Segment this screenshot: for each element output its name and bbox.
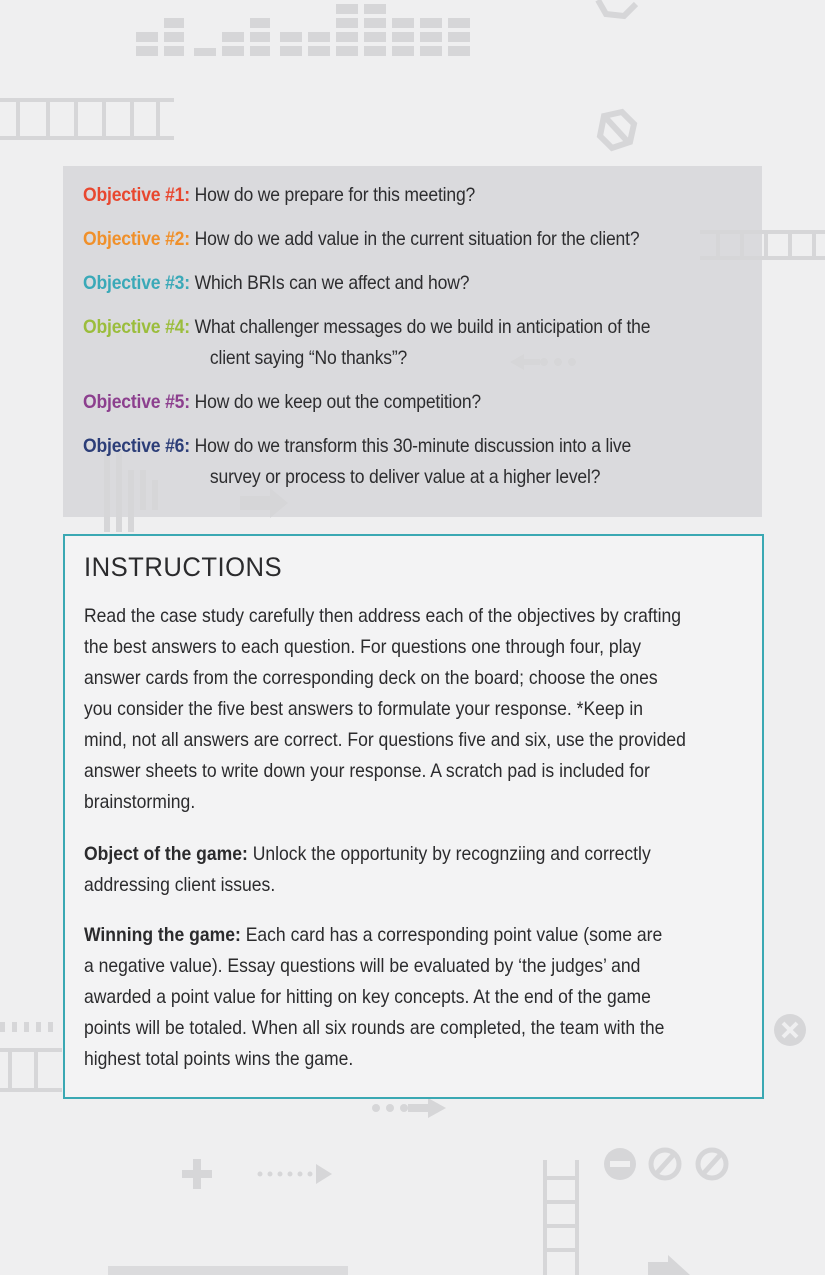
objective-4 xyxy=(83,312,682,374)
objective-1 xyxy=(83,180,682,211)
winning-line: points will be totaled. When all six rounds are completed, the team with the xyxy=(84,1017,665,1039)
body-line: answer cards from the corresponding deck on the board; choose the ones xyxy=(84,667,658,689)
objective-label: Objective #6: xyxy=(83,435,190,457)
body-line: the best answers to each question. For questions one through four, play xyxy=(84,636,642,658)
objective-question: How do we prepare for this meeting? xyxy=(194,184,476,206)
body-line: brainstorming. xyxy=(84,791,196,813)
objective-label: Objective #4: xyxy=(83,316,190,338)
object-line: Unlock the opportunity by recognziing and correctly xyxy=(252,843,651,865)
body-line: Read the case study carefully then address each of the objectives by crafting xyxy=(84,605,682,627)
body-line: mind, not all answers are correct. For questions five and six, use the provided xyxy=(84,729,686,751)
objective-label: Objective #2: xyxy=(83,228,190,250)
winning-the-game xyxy=(84,920,750,1075)
winning-line: a negative value). Essay questions will be evaluated by ‘the judges’ and xyxy=(84,955,641,977)
object-of-game xyxy=(84,839,750,901)
objective-6 xyxy=(83,431,682,493)
instructions-body xyxy=(84,601,750,818)
objective-label: Objective #5: xyxy=(83,391,190,413)
objective-5 xyxy=(83,387,682,418)
objectives-panel xyxy=(63,166,762,517)
winning-label: Winning the game: xyxy=(84,924,241,946)
objective-2 xyxy=(83,224,682,255)
instructions-panel xyxy=(63,534,764,1099)
objective-question: What challenger messages do we build in anticipation of the xyxy=(194,316,651,338)
object-label: Object of the game: xyxy=(84,843,248,865)
winning-line: Each card has a corresponding point value (some are xyxy=(245,924,663,946)
objective-question: How do we add value in the current situation for the client? xyxy=(194,228,640,250)
body-line: you consider the five best answers to formulate your response. *Keep in xyxy=(84,698,643,720)
object-line: addressing client issues. xyxy=(84,874,276,896)
objective-question-continued: client saying “No thanks”? xyxy=(209,347,408,369)
body-line: answer sheets to write down your response. A scratch pad is included for xyxy=(84,760,650,782)
objective-question: How do we transform this 30-minute discussion into a live xyxy=(194,435,632,457)
objective-question-continued: survey or process to deliver value at a higher level? xyxy=(209,466,601,488)
objective-question: Which BRIs can we affect and how? xyxy=(194,272,470,294)
objective-3 xyxy=(83,268,682,299)
objective-question: How do we keep out the competition? xyxy=(194,391,481,413)
objective-label: Objective #1: xyxy=(83,184,190,206)
winning-line: awarded a point value for hitting on key concepts. At the end of the game xyxy=(84,986,651,1008)
instructions-title: INSTRUCTIONS xyxy=(84,552,283,582)
objective-label: Objective #3: xyxy=(83,272,190,294)
winning-line: highest total points wins the game. xyxy=(84,1048,354,1070)
